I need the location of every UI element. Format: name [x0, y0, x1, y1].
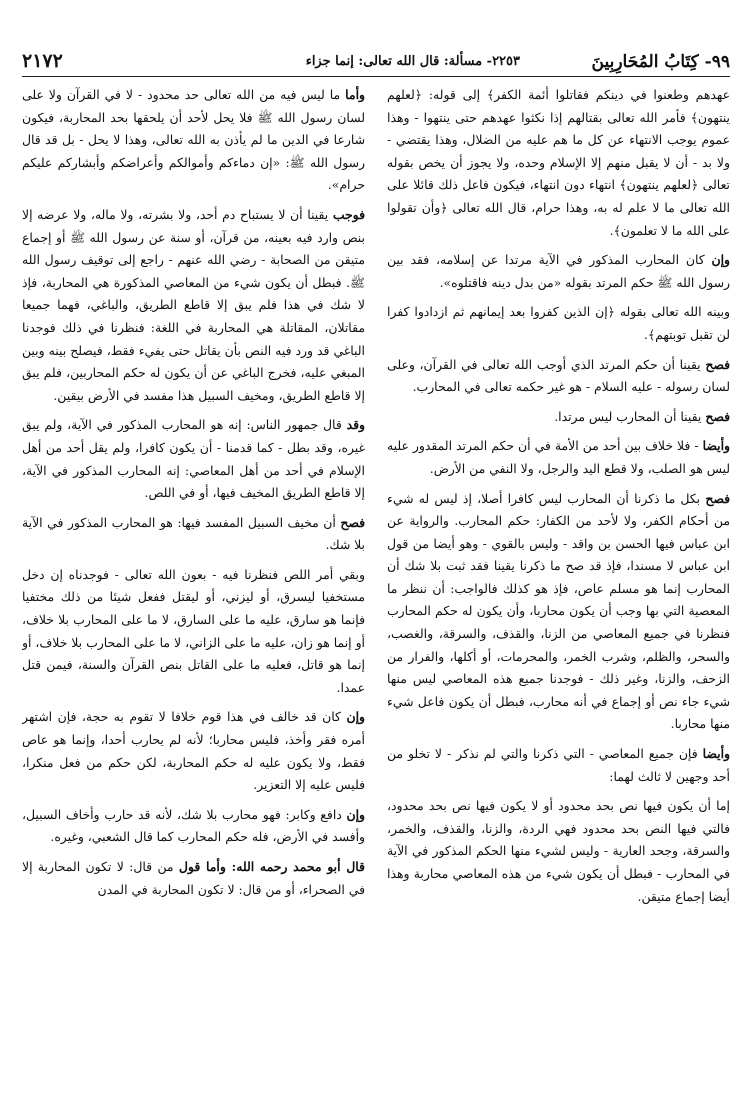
paragraph: وأيضا - فلا خلاف بين أحد من الأمة في أن حكم المرتد المقدور عليه ليس هو الصلب، ولا قطع اليد والرجل، ولا النفي من الأرض.: [387, 438, 730, 476]
paragraph: فصح أن مخيف السبيل المفسد فيها: هو المحارب المذكور في الآية بلا شك.: [22, 514, 365, 553]
left-column: [22, 84, 365, 1097]
paragraph: وقد قال جمهور الناس: إنه هو المحارب المذكور في الآية، ولم يبق غيره، وقد بطل - كما قدمنا - أن يكون كافرا، ولم يقل أحد من أهل الإسلام في أحد من أهل المعاصي: إنه المحارب المذكور في الآية، إلا قاطع الطريق المخيف فيها، أو في اللص.: [22, 417, 365, 501]
text-columns: [22, 84, 730, 1097]
paragraph: عهدهم وطعنوا في دينكم فقاتلوا أئمة الكفر﴾ إلى قوله: ﴿لعلهم ينتهون﴾ فأمر الله تعالى بقتالهم إذا نكثوا عهدهم حتى ينتهوا - وهذا عموم يوجب الانتهاء عن كل ما هم عليه من الضلال، وهذا يقتضي - ولا بد - أن لا يقبل منهم إلا الإسلام وحده، ولا يجوز أن يخص بقوله تعالى ﴿لعلهم ينتهون﴾ انتهاء دون انتهاء، فيكون فاعل ذلك قائلا على الله تعالى ما لا علم له به، وهذا حرام، قال الله تعالى ﴿وأن تقولوا على الله ما لا تعلمون﴾.: [387, 87, 730, 238]
right-column: [387, 84, 730, 1097]
paragraph: وإن دافع وكابر: فهو محارب بلا شك، لأنه قد حارب وأخاف السبيل، وأفسد في الأرض، فله حكم المحارب كما قال الشعبي، وغيره.: [22, 806, 365, 845]
section-title: ٢٢٥٣- مسألة: قال الله تعالى: إنما جزاء: [305, 54, 520, 69]
paragraph: فصح يقينا أن حكم المرتد الذي أوجب الله تعالى في القرآن، وعلى لسان رسوله - عليه السلام - هو غير حكمه تعالى في المحارب.: [387, 356, 730, 395]
book-title: ٩٩- كِتَابُ المُحَارِبِينَ: [591, 52, 730, 72]
page-number: ٢١٧٢: [22, 50, 63, 72]
paragraph: وإن كان قد خالف في هذا قوم خلافا لا تقوم به حجة، فإن اشتهر أمره فقر وأخذ، فليس محاربا؛ لأنه لم يحارب أحدا، وإنما هو عاص فقط، ولا يكون عليه له حكم المحاربة، لكن حكم من فعل منكرا، فليس عليه إلا التعزير.: [22, 709, 365, 793]
paragraph: وبينه الله تعالى بقوله ﴿إن الذين كفروا بعد إيمانهم ثم ازدادوا كفرا لن تقبل توبتهم﴾.: [387, 304, 730, 342]
paragraph: فوجب يقينا أن لا يستباح دم أحد، ولا بشرته، ولا ماله، ولا عرضه إلا بنص وارد فيه بعينه، من قرآن، أو سنة عن رسول الله ﷺ أو إجماع متيقن من الصحابة - رضي الله عنهم - راجع إلى توقيف رسول الله ﷺ. فبطل أن يكون شيء من المعاصي المذكورة هي المحاربة، فإذ لا شك في هذا فلم يبق إلا قاطع الطريق، والباغي، فهما جميعا مقاتلان، المقاتلة هي المحاربة في اللغة: فنظرنا في ذلك فوجدنا الباغي قد ورد فيه النص بأن يقاتل حتى يفيء فقط، فيصلح بينه وبين المبغي عليه، فخرج الباغي عن أن يكون له حكم المحاربين، فلم يبق إلا قاطع الطريق، ومخيف السبيل هذا مفسد في الأرض بيقين.: [22, 206, 365, 403]
paragraph: إما أن يكون فيها نص بحد محدود أو لا يكون فيها نص بحد محدود، فالتي فيها النص بحد محدود فهي الردة، والزنا، والقذف، والخمر، والسرقة، وجحد العارية - وليس لشيء منها الحكم المذكور في الآية في المحارب - فبطل أن يكون شيء من هذه المعاصي محاربة وهذا أيضا إجماع متيقن.: [387, 798, 730, 904]
paragraph: وأما ما ليس فيه من الله تعالى حد محدود - لا في القرآن ولا على لسان رسول الله ﷺ فلا يحل لأحد أن يلحقها بحد المحاربة، فيكون شارعا في الدين ما لم يأذن به الله تعالى، وهذا لا يحل - بل قد قال رسول الله ﷺ: «إن دماءكم وأموالكم وأعراضكم وأبشاركم عليكم حرام».: [22, 87, 365, 193]
paragraph: قال أبو محمد رحمه الله: وأما قول من قال: لا تكون المحاربة إلا في الصحراء، أو من قال: لا تكون المحاربة في المدن: [22, 859, 365, 897]
paragraph: وبقي أمر اللص فنظرنا فيه - بعون الله تعالى - فوجدناه إن دخل مستخفيا ليسرق، أو ليزني، أو ليقتل ففعل شيئا من ذلك مختفيا فإنما هو سارق، عليه ما على السارق، لا ما على المحارب بلا خلاف، أو إنما هو زان، عليه ما على الزاني، لا ما على المحارب بلا خلاف، أو إنما هو قاتل، فعليه ما على القاتل بنص القرآن والسنة، فيمن قتل عمدا.: [22, 566, 365, 695]
paragraph: وإن كان المحارب المذكور في الآية مرتدا عن إسلامه، فقد بين رسول الله ﷺ حكم المرتد بقوله «من بدل دينه فاقتلوه».: [387, 252, 730, 290]
paragraph: وأيضا فإن جميع المعاصي - التي ذكرنا والتي لم نذكر - لا تخلو من أحد وجهين لا ثالث لهما:: [387, 746, 730, 784]
page-header: [22, 50, 730, 77]
paragraph: فصح بكل ما ذكرنا أن المحارب ليس كافرا أصلا، إذ ليس له شيء من أحكام الكفر، ولا لأحد من الكفار: حكم المحارب. والرواية عن ابن عباس فيها الحسن بن واقد - وليس بالقوي - وهو أيضا من قول ابن عباس لا مسندا، فإذ قد صح ما ذكرنا يقينا فقد ثبت بلا شك أن المحارب إنما هو مسلم عاص، فإذ هو كذلك فالواجب: أن ننظر ما المعصية التي بها وجب أن يكون محاربا، وأن يكون له حكم المحارب فنظرنا في جميع المعاصي من الزنا، والقذف، والسرقة، والغصب، والسحر، والظلم، وشرب الخمر، والمحرمات، أو أكلها، والفرار من الزحف، والزنا، وغير ذلك - فوجدنا جميع هذه المعاصي ليس منها شيء جاء نص أو إجماع في أنه محارب، فبطل أن يكون فاعل شيء منها محاربا.: [387, 490, 730, 732]
paragraph: فصح يقينا أن المحارب ليس مرتدا.: [554, 408, 730, 424]
